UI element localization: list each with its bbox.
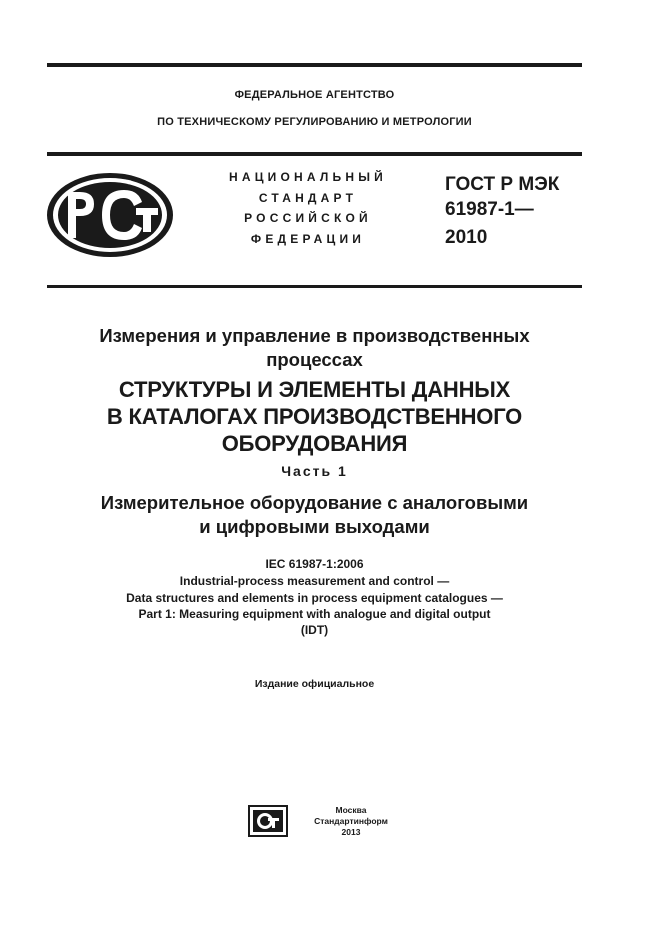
- national-line-3: РОССИЙСКОЙ: [244, 211, 372, 225]
- rst-certification-mark-icon: [46, 172, 174, 258]
- document-subtitle: [47, 324, 582, 372]
- national-line-4: ФЕДЕРАЦИИ: [250, 232, 366, 246]
- standard-designation-line-2: 61987-1—: [445, 199, 534, 220]
- part-title-line-2: и цифровыми выходами: [199, 516, 430, 537]
- part-title: [47, 491, 582, 539]
- middle-rule: [47, 152, 582, 156]
- edition-note: Издание официальное: [254, 678, 375, 690]
- iec-title-line-1: Industrial-process measurement and control —: [179, 574, 450, 588]
- publication-year: 2013: [341, 827, 361, 837]
- subtitle-line-1: Измерения и управление в производственных: [99, 325, 530, 346]
- national-line-1: НАЦИОНАЛЬНЫЙ: [228, 170, 388, 184]
- top-rule: [47, 63, 582, 67]
- part-label: Часть 1: [281, 463, 348, 479]
- publisher-name: Стандартинформ: [314, 816, 388, 826]
- document-title: [47, 376, 582, 457]
- iec-title-line-2: Data structures and elements in process equipment catalogues —: [126, 591, 503, 605]
- bottom-rule: [47, 285, 582, 288]
- iec-reference-number: IEC 61987-1:2006: [265, 557, 364, 571]
- title-line-3: ОБОРУДОВАНИЯ: [221, 431, 408, 456]
- standartinform-logo-icon: [248, 805, 288, 837]
- national-line-2: СТАНДАРТ: [258, 191, 358, 205]
- iec-title-line-3: Part 1: Measuring equipment with analogue and digital output: [138, 607, 491, 621]
- title-line-2: В КАТАЛОГАХ ПРОИЗВОДСТВЕННОГО: [106, 404, 523, 429]
- iec-equivalence: (IDT): [300, 623, 329, 637]
- agency-line-2: ПО ТЕХНИЧЕСКОМУ РЕГУЛИРОВАНИЮ И МЕТРОЛОГИИ: [157, 116, 472, 128]
- title-line-1: СТРУКТУРЫ И ЭЛЕМЕНТЫ ДАННЫХ: [118, 377, 511, 402]
- publisher-city: Москва: [335, 805, 367, 815]
- agency-line-1: ФЕДЕРАЛЬНОЕ АГЕНТСТВО: [234, 89, 395, 101]
- part-title-line-1: Измерительное оборудование с аналоговыми: [100, 492, 529, 513]
- subtitle-line-2: процессах: [266, 349, 363, 370]
- standard-designation-line-1: ГОСТ Р МЭК: [445, 174, 560, 195]
- standard-designation-line-3: 2010: [445, 227, 488, 248]
